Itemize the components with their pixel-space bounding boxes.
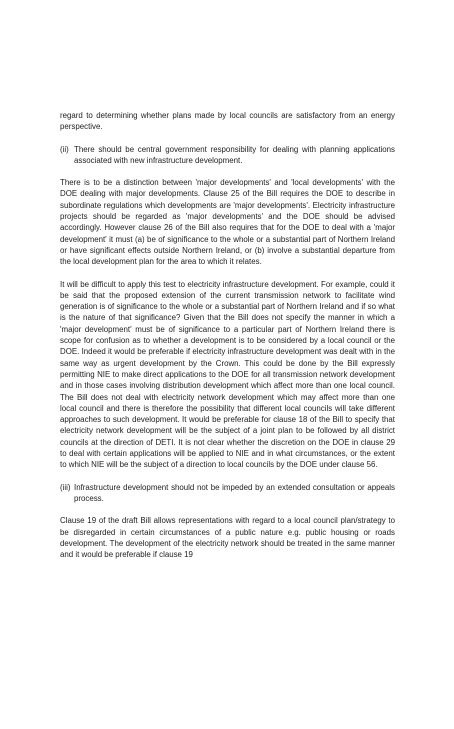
list-item-iii <box>60 482 395 505</box>
paragraph-clause-19: Clause 19 of the draft Bill allows representations with regard to a local council plan/strategy to be disregarded in certain circumstances of a public nature e.g. public housing or roads development. The development of the electricity network should be treated in the same manner and it would be preferable if clause 19 <box>60 516 395 560</box>
list-item-ii <box>60 144 395 167</box>
document-body <box>60 110 395 571</box>
paragraph-energy-perspective: regard to determining whether plans made by local councils are satisfactory from an energy perspective. <box>60 111 395 132</box>
list-item-text: There should be central government responsibility for dealing with planning applications associated with new infrastructure development. <box>74 144 395 165</box>
list-item-label: (iii) <box>60 482 71 492</box>
list-item-text: Infrastructure development should not be impeded by an extended consultation or appeals process. <box>74 482 395 503</box>
paragraph-electricity-infrastructure: It will be difficult to apply this test to electricity infrastructure development. For example, could it be said that the proposed extension of the current transmission network to facilitate wind generation is of significance to the whole or a substantial part of Northern Ireland and if so what is the nature of that significance? Given that the Bill does not specify the manner in which a 'major development' must be of significance to a particular part of Northern Ireland there is scope for confusion as to whether a development is to be considered by a local council or the DOE. Indeed it would be preferable if electricity infrastructure development was dealt with in the same way as urgent development by the Crown. This could be done by the Bill expressly permitting NIE to make direct applications to the DOE for all transmission network development and in those cases involving distribution development which affect more than one local council. The Bill does not deal with electricity network development which may affect more than one local council and there is therefore the possibility that different local councils will take different approaches to such development. It would be preferable for clause 18 of the Bill to specify that electricity network development will be the subject of a joint plan to be followed by all district councils at the direction of DETI. It is not clear whether the discretion on the DOE in clause 29 to deal with certain applications will be applied to NIE and in what circumstances, or the extent to which NIE will be the subject of a direction to local councils by the DOE under clause 56. <box>60 279 395 470</box>
paragraph-major-developments: There is to be a distinction between 'major developments' and 'local developments' with the DOE dealing with major developments. Clause 25 of the Bill requires the DOE to describe in subordinate regulations which developments are 'major developments'. Electricity infrastructure projects should be regarded as 'major developments' and the DOE should be advised accordingly. However clause 26 of the Bill also requires that for the DOE to deal with a 'major development' it must (a) be of significance to the whole or a substantial part of Northern Ireland or have significant effects outside Northern Ireland, or (b) involve a substantial departure from the local development plan for the area to which it relates. <box>60 178 395 267</box>
list-item-label: (ii) <box>60 144 69 154</box>
